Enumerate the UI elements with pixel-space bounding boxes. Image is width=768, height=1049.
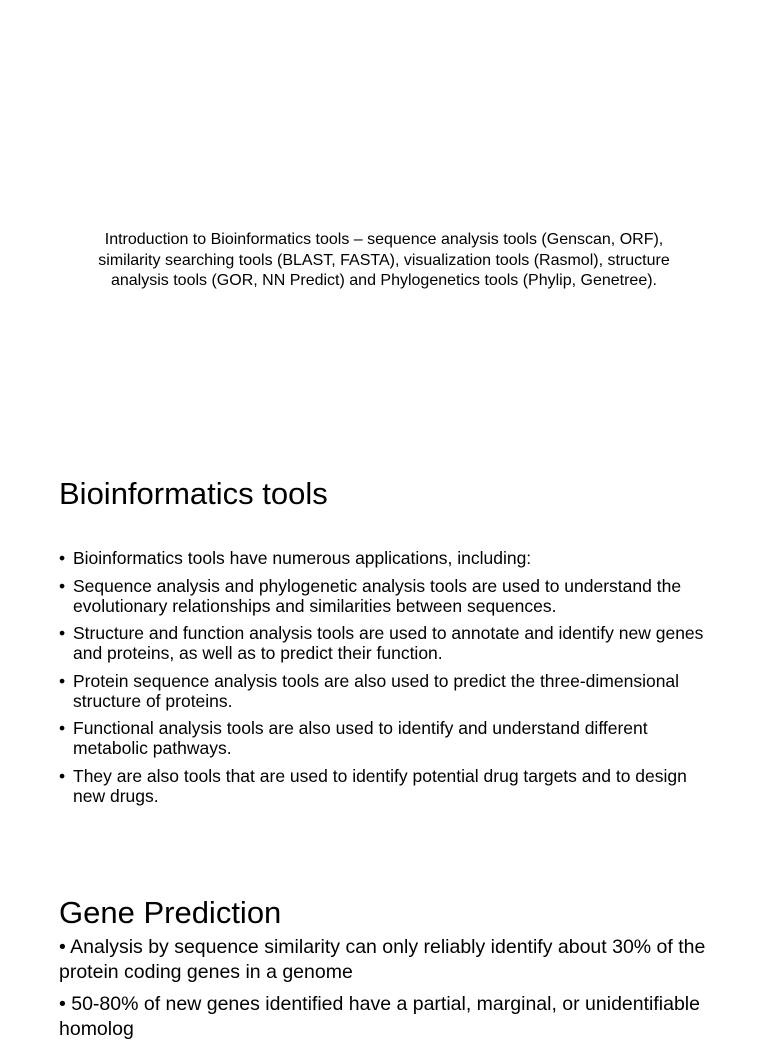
intro-slide — [0, 0, 768, 430]
list-item: • Structure and function analysis tools are used to annotate and identify new genes and proteins, as well as to predict their function. — [59, 623, 704, 663]
list-item: • Functional analysis tools are also used to identify and understand different metabolic pathways. — [59, 718, 648, 758]
list-item: • Sequence analysis and phylogenetic analysis tools are used to understand the evolutionary relationships and similarities between sequences. — [59, 575, 682, 616]
list-item: • They are also tools that are used to identify potential drug targets and to design new drugs. — [59, 765, 687, 806]
gene-prediction-list — [59, 935, 719, 1049]
bioinformatics-tools-list — [59, 548, 719, 813]
list-item: • 50-80% of new genes identified have a partial, marginal, or unidentifiable homolog — [59, 993, 700, 1040]
list-item: • Protein sequence analysis tools are also used to predict the three-dimensional structure of proteins. — [59, 670, 680, 711]
list-item: • Bioinformatics tools have numerous applications, including: — [59, 548, 532, 568]
gene-prediction-title: Gene Prediction — [59, 895, 282, 930]
intro-text: Introduction to Bioinformatics tools – sequence analysis tools (Genscan, ORF), similarity searching tools (BLAST, FASTA), visualization tools (Rasmol), structure analysis tools (GOR, NN Predict) and Phylogenetics tools (Phylip, Genetree). — [98, 231, 670, 289]
bioinformatics-tools-title: Bioinformatics tools — [59, 476, 328, 511]
list-item: • Analysis by sequence similarity can only reliably identify about 30% of the protein coding genes in a genome — [59, 936, 706, 983]
